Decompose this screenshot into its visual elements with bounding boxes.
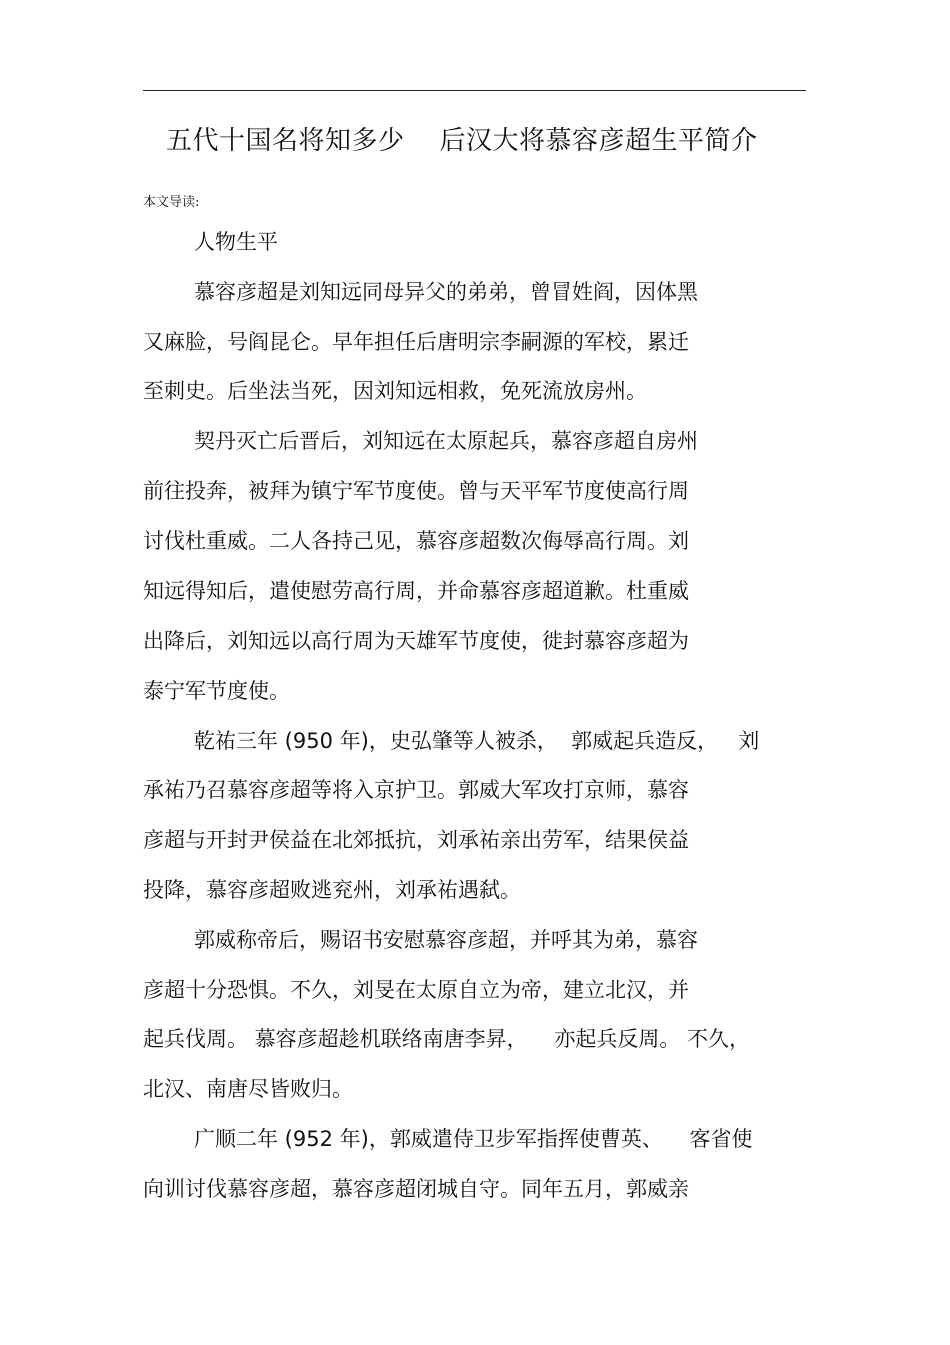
body-line: 郭威称帝后，赐诏书安慰慕容彦超，并呼其为弟，慕容 <box>194 928 698 952</box>
body-line: 泰宁军节度使。 <box>143 679 290 703</box>
body-line: 向训讨伐慕容彦超，慕容彦超闭城自守。同年五月，郭威亲 <box>143 1177 689 1201</box>
body-line: 投降，慕容彦超败逃兖州，刘承祐遇弑。 <box>143 878 521 902</box>
body-line: 知远得知后，遣使慰劳高行周，并命慕容彦超道歉。杜重威 <box>143 579 689 603</box>
body-line: 乾祐三年 (950 年)，史弘肇等人被杀， 郭威起兵造反， 刘 <box>194 729 760 753</box>
body-line: 广顺二年 (952 年)，郭威遣侍卫步军指挥使曹英、 客省使 <box>194 1127 753 1151</box>
document-title: 五代十国名将知多少 后汉大将慕容彦超生平简介 <box>166 126 758 156</box>
body-line: 彦超十分恐惧。不久，刘旻在太原自立为帝，建立北汉，并 <box>143 978 689 1002</box>
body-line: 出降后，刘知远以高行周为天雄军节度使，徙封慕容彦超为 <box>143 629 689 653</box>
header-rule <box>143 90 806 91</box>
body-line: 慕容彦超是刘知远同母异父的弟弟，曾冒姓阎，因体黑 <box>194 280 698 304</box>
body-line: 北汉、南唐尽皆败归。 <box>143 1077 353 1101</box>
body-line: 至刺史。后坐法当死，因刘知远相救，免死流放房州。 <box>143 379 647 403</box>
body-line: 又麻脸，号阎昆仑。早年担任后唐明宗李嗣源的军校，累迁 <box>143 330 689 354</box>
body-line: 起兵伐周。 慕容彦超趁机联络南唐李昇， 亦起兵反周。 不久， <box>143 1027 751 1051</box>
body-line: 讨伐杜重威。二人各持己见，慕容彦超数次侮辱高行周。刘 <box>143 529 689 553</box>
section-heading: 人物生平 <box>194 230 278 254</box>
body-line: 承祐乃召慕容彦超等将入京护卫。郭威大军攻打京师，慕容 <box>143 778 689 802</box>
intro-label: 本文导读: <box>143 195 200 210</box>
body-line: 彦超与开封尹侯益在北郊抵抗，刘承祐亲出劳军，结果侯益 <box>143 828 689 852</box>
body-line: 前往投奔，被拜为镇宁军节度使。曾与天平军节度使高行周 <box>143 479 689 503</box>
body-line: 契丹灭亡后晋后，刘知远在太原起兵，慕容彦超自房州 <box>194 429 698 453</box>
